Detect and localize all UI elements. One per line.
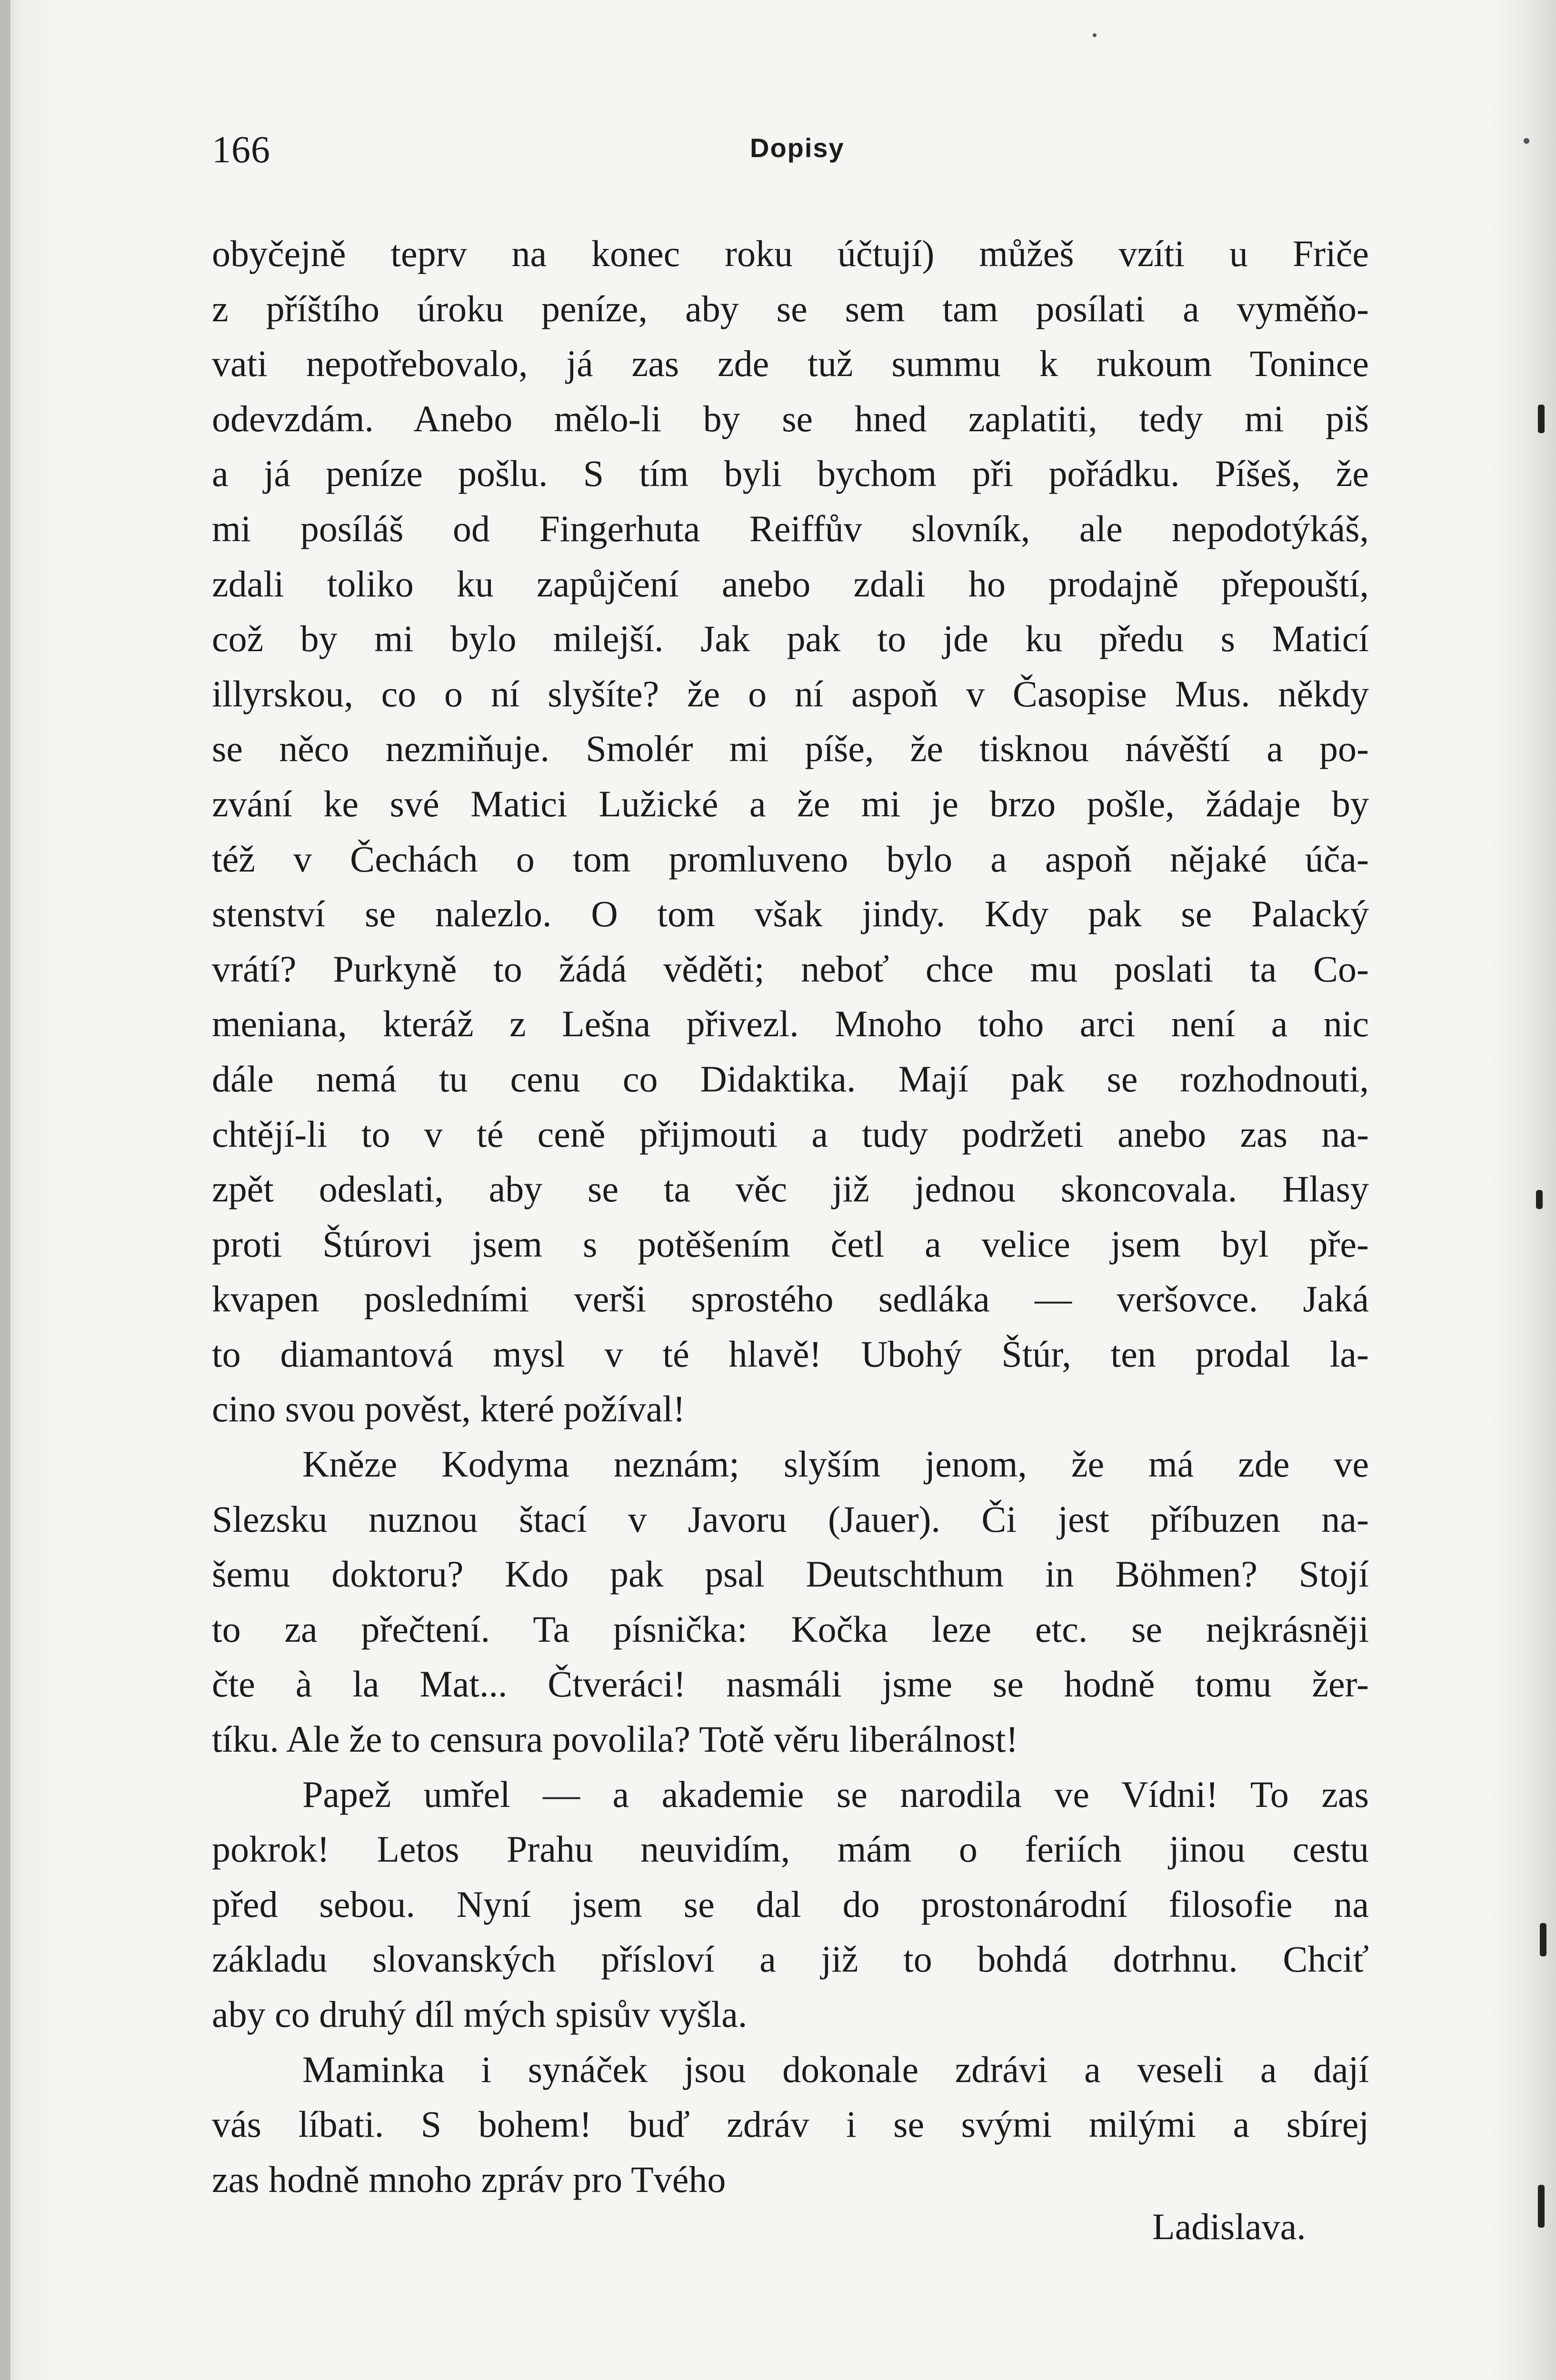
text-line: zpět odeslati, aby se ta věc již jednou skoncovala. Hlasy — [212, 1168, 1369, 1210]
text-line: čte à la Mat... Čtveráci! nasmáli jsme se hodně tomu žer- — [212, 1663, 1369, 1705]
text-line: stenství se nalezlo. O tom však jindy. Kdy pak se Palacký — [212, 893, 1369, 935]
text-line: chtějí-li to v té ceně přijmouti a tudy podržeti anebo zas na- — [212, 1113, 1369, 1155]
text-line: což by mi bylo milejší. Jak pak to jde ku předu s Maticí — [212, 618, 1369, 660]
text-line: Kněze Kodyma neznám; slyším jenom, že má zde ve — [302, 1443, 1369, 1485]
text-line: zas hodně mnoho zpráv pro Tvého — [212, 2158, 726, 2200]
scan-edge-mark — [1538, 2185, 1545, 2228]
text-line: pokrok! Letos Prahu neuvidím, mám o feriích jinou cestu — [212, 1828, 1369, 1870]
text-line: mi posíláš od Fingerhuta Reiffův slovník, ale nepodotýkáš, — [212, 507, 1369, 549]
text-line: šemu doktoru? Kdo pak psal Deutschthum in Böhmen? Stojí — [212, 1553, 1369, 1595]
text-line: illyrskou, co o ní slyšíte? že o ní aspoň v Časopise Mus. někdy — [212, 673, 1369, 714]
scan-edge-mark — [1538, 405, 1545, 433]
text-line: to diamantová mysl v té hlavě! Ubohý Štúr, ten prodal la- — [212, 1333, 1369, 1375]
signature: Ladislava. — [1152, 2206, 1306, 2247]
text-line: kvapen posledními verši sprostého sedláka — veršovce. Jaká — [212, 1278, 1369, 1320]
scan-edge-mark — [1540, 1923, 1546, 1956]
text-line: vati nepotřebovalo, já zas zde tuž summu k rukoum Tonince — [212, 343, 1369, 385]
text-line: dále nemá tu cenu co Didaktika. Mají pak se rozhodnouti, — [212, 1058, 1369, 1100]
text-line: se něco nezmiňuje. Smolér mi píše, že tisknou návěští a po- — [212, 728, 1369, 770]
text-line: odevzdám. Anebo mělo-li by se hned zaplatiti, tedy mi piš — [212, 397, 1369, 439]
page-binding-edge — [0, 0, 10, 2380]
text-line: proti Štúrovi jsem s potěšením četl a velice jsem byl pře- — [212, 1223, 1369, 1265]
page-number: 166 — [212, 129, 270, 171]
text-line: cino svou pověst, které požíval! — [212, 1388, 686, 1430]
page-header — [212, 129, 1369, 190]
text-line: obyčejně teprv na konec roku účtují) můžeš vzíti u Friče — [212, 233, 1369, 274]
text-line: vás líbati. S bohem! buď zdráv i se svými milými a sbírej — [212, 2103, 1369, 2145]
scan-speck — [1524, 138, 1529, 144]
text-line: základu slovanských přísloví a již to bohdá dotrhnu. Chciť — [212, 1938, 1369, 1980]
text-line: též v Čechách o tom promluveno bylo a aspoň nějaké úča- — [212, 838, 1369, 880]
text-line: meniana, kteráž z Lešna přivezl. Mnoho toho arci není a nic — [212, 1003, 1369, 1045]
text-line: z příštího úroku peníze, aby se sem tam posílati a vyměňo- — [212, 288, 1369, 329]
text-line: aby co druhý díl mých spisův vyšla. — [212, 1993, 748, 2035]
text-line: a já peníze pošlu. S tím byli bychom při pořádku. Píšeš, že — [212, 453, 1369, 495]
text-line: Slezsku nuznou štací v Javoru (Jauer). Či jest příbuzen na- — [212, 1498, 1369, 1540]
scan-speck — [1093, 33, 1097, 37]
text-line: Papež umřel — a akademie se narodila ve Vídni! To zas — [302, 1773, 1369, 1815]
letter-body — [212, 226, 1369, 2207]
running-head-title: Dopisy — [750, 133, 845, 163]
text-line: tíku. Ale že to censura povolila? Totě věru liberálnost! — [212, 1718, 1018, 1760]
text-line: Maminka i synáček jsou dokonale zdrávi a veseli a dají — [302, 2048, 1369, 2090]
text-line: vrátí? Purkyně to žádá věděti; neboť chce mu poslati ta Co- — [212, 948, 1369, 990]
text-line: před sebou. Nyní jsem se dal do prostonárodní filosofie na — [212, 1883, 1369, 1925]
text-line: zdali toliko ku zapůjčení anebo zdali ho prodajně přepouští, — [212, 563, 1369, 605]
text-line: zvání ke své Matici Lužické a že mi je brzo pošle, žádaje by — [212, 783, 1369, 824]
text-line: to za přečtení. Ta písnička: Kočka leze etc. se nejkrásněji — [212, 1608, 1369, 1650]
scan-edge-mark — [1536, 1190, 1543, 1209]
